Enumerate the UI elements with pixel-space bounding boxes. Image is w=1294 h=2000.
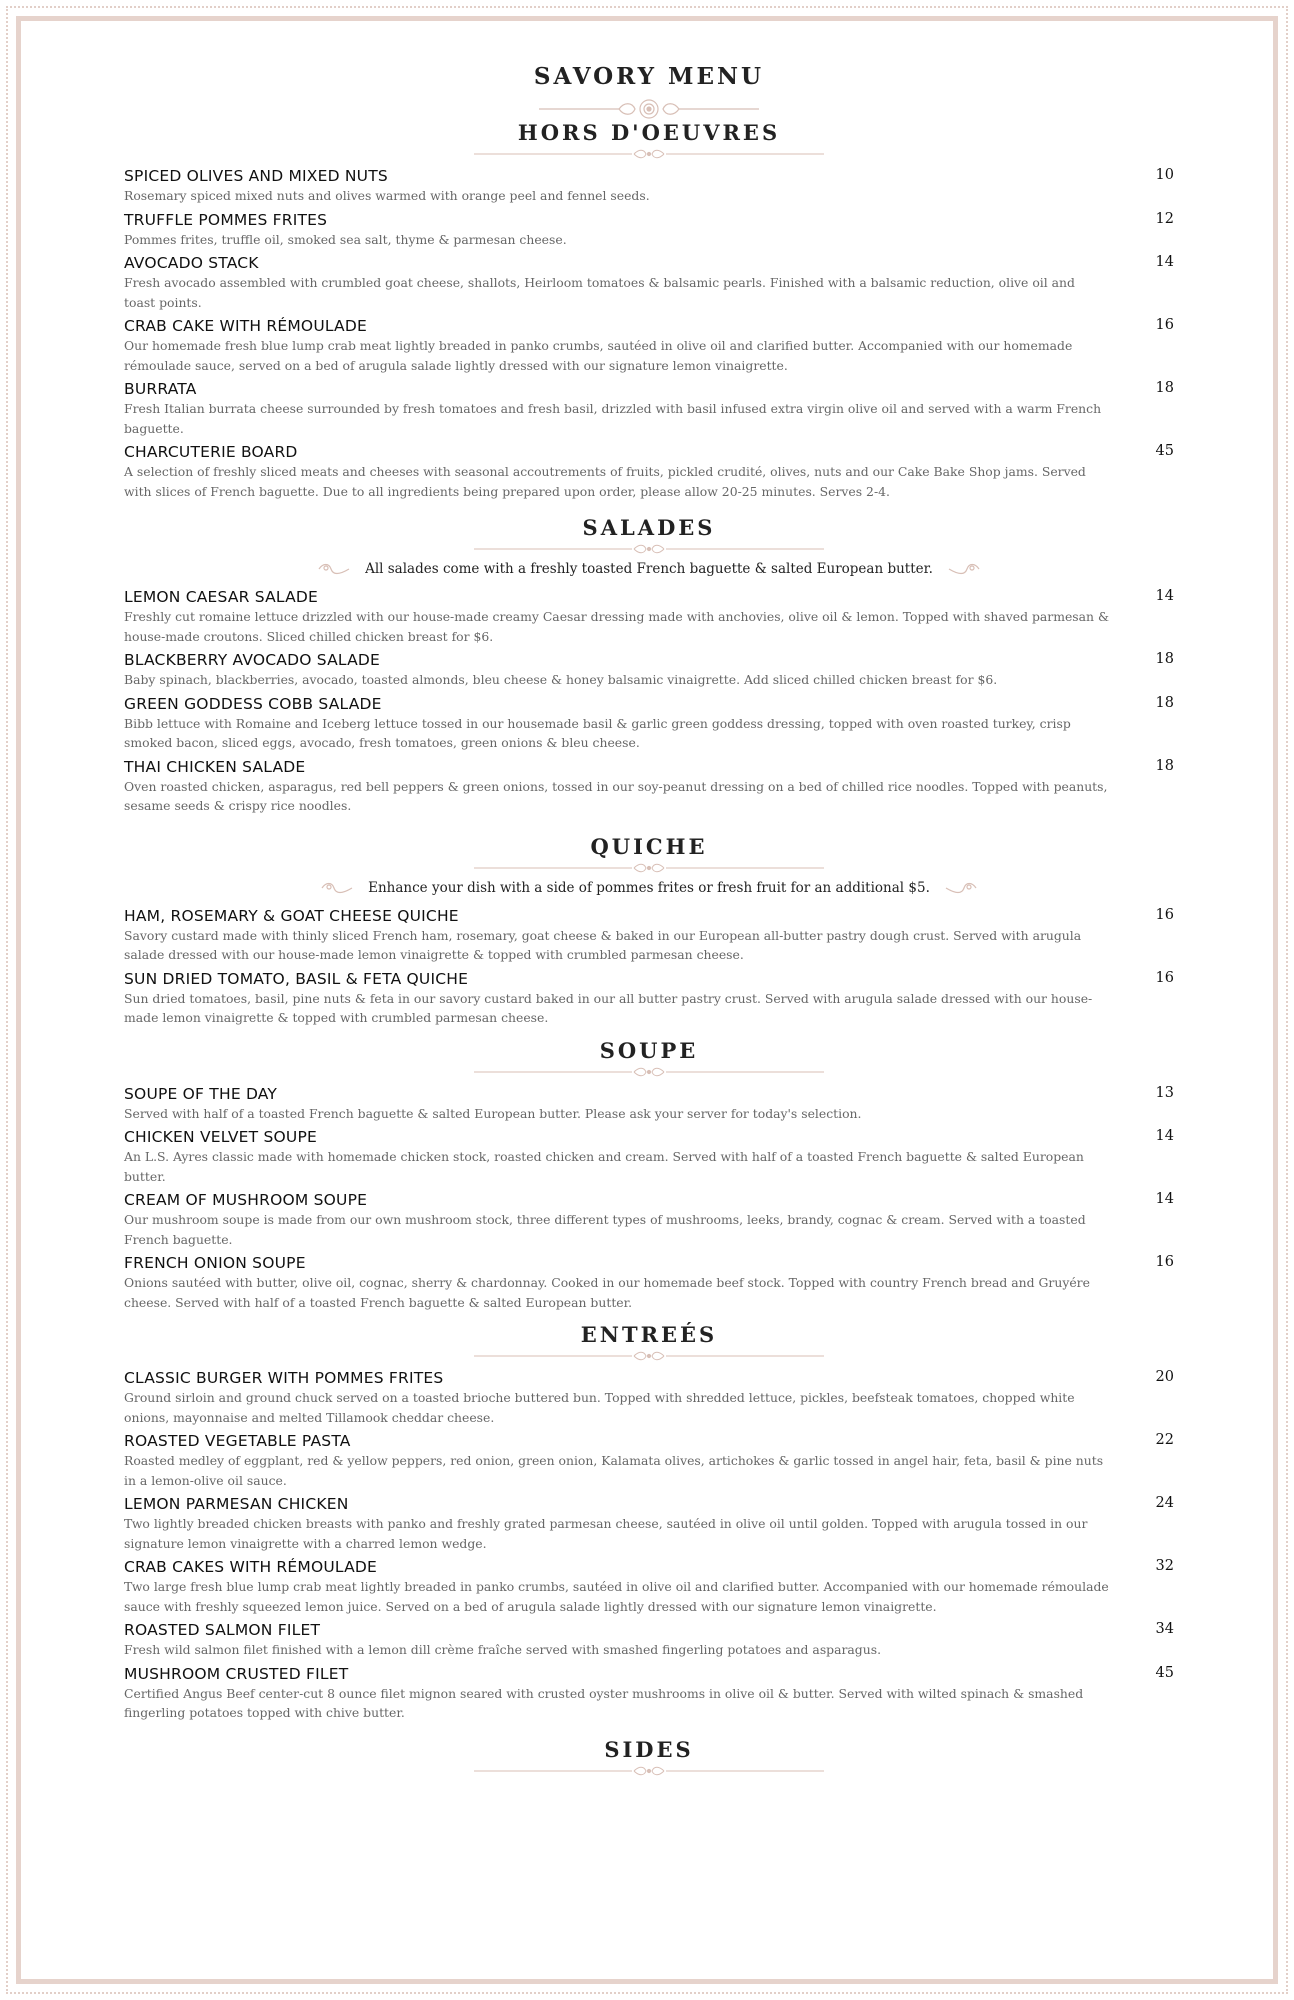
- menu-item-name: CLASSIC BURGER WITH POMMES FRITES: [124, 1369, 444, 1387]
- menu-item-price: 18: [1155, 694, 1174, 711]
- swirl-ornament-icon: [947, 563, 981, 575]
- menu-item-price: 45: [1155, 443, 1174, 459]
- menu-item-description: Our homemade fresh blue lump crab meat lightly breaded in panko crumbs, sautéed in olive oil and clarified butter. Accompanied with our homemade rémoulade sauce, served on a bed of arugula salade lightly dressed with our signature lemon vinaigrette.: [124, 338, 1073, 373]
- menu-item-price: 45: [1155, 1664, 1174, 1681]
- menu-item-description: Baby spinach, blackberries, avocado, toasted almonds, bleu cheese & honey balsamic vinaigrette. Add sliced chilled chicken breast for $6.: [124, 672, 998, 687]
- menu-item: [124, 442, 1174, 501]
- menu-item-price: 18: [1155, 380, 1174, 396]
- menu-item: [124, 1190, 1174, 1249]
- menu-item-description: Served with half of a toasted French baguette & salted European butter. Please ask your server for today's selection.: [124, 1105, 862, 1121]
- menu-item-name: AVOCADO STACK: [124, 254, 259, 272]
- menu-item: [124, 969, 1174, 1028]
- section-note: [124, 561, 1174, 577]
- menu-item-name: CRAB CAKES WITH RÉMOULADE: [124, 1558, 378, 1576]
- menu-item: [124, 1253, 1174, 1312]
- menu-item-name: ROASTED SALMON FILET: [124, 1621, 321, 1639]
- menu-sections: [124, 120, 1174, 1777]
- menu-item-description: Ground sirloin and ground chuck served on a toasted brioche buttered bun. Topped with shredded lettuce, pickles, beefsteak tomatoes, chopped white onions, mayonnaise and melted Tillamook cheddar cheese.: [124, 1390, 1075, 1425]
- menu-item-name: SUN DRIED TOMATO, BASIL & FETA QUICHE: [124, 969, 469, 988]
- menu-item-description: Roasted medley of eggplant, red & yellow peppers, red onion, green onion, Kalamata olives, artichokes & garlic tossed in angel hair, feta, basil & pine nuts in a lemon-olive oil sauce.: [124, 1453, 1104, 1488]
- section-title: SOUPE: [599, 1037, 699, 1063]
- section-note-text: Enhance your dish with a side of pommes frites or fresh fruit for an additional $5.: [368, 879, 930, 896]
- menu-page: [124, 62, 1174, 1783]
- menu-section: [124, 1322, 1174, 1723]
- section-title: QUICHE: [590, 833, 708, 859]
- menu-item: [124, 1431, 1174, 1490]
- menu-item-description: Bibb lettuce with Romaine and Iceberg lettuce tossed in our housemade basil & garlic green goddess dressing, topped with oven roasted turkey, crisp smoked bacon, sliced eggs, avocado, fresh tomatoes, green onions & bleu cheese.: [124, 715, 1071, 750]
- menu-item-name: CRAB CAKE WITH RÉMOULADE: [124, 317, 367, 335]
- menu-item-price: 14: [1155, 588, 1174, 604]
- menu-item-name: BURRATA: [124, 380, 197, 398]
- menu-item: [124, 316, 1174, 375]
- menu-item: [124, 587, 1174, 646]
- menu-item-description: Freshly cut romaine lettuce drizzled with our house-made creamy Caesar dressing made with anchovies, olive oil & lemon. Topped with shaved parmesan & house-made croutons. Sliced chilled chicken breast for $6.: [124, 609, 1109, 644]
- menu-item: [124, 1494, 1174, 1553]
- menu-item-name: CREAM OF MUSHROOM SOUPE: [124, 1191, 368, 1209]
- menu-item: [124, 1127, 1174, 1186]
- menu-item-price: 24: [1155, 1495, 1174, 1511]
- menu-item-name: FRENCH ONION SOUPE: [124, 1254, 306, 1272]
- menu-item-price: 16: [1155, 969, 1174, 986]
- menu-item-description: Certified Angus Beef center-cut 8 ounce filet mignon seared with crusted oyster mushrooms in olive oil & butter. Served with wilted spinach & smashed fingerling potatoes topped with chive butter.: [124, 1685, 1084, 1720]
- menu-item-name: CHICKEN VELVET SOUPE: [124, 1128, 317, 1146]
- section-divider-icon: [474, 1765, 824, 1777]
- menu-item-description: Two lightly breaded chicken breasts with panko and freshly grated parmesan cheese, sautéed in olive oil until golden. Topped with arugula tossed in our signature lemon vinaigrette with a charred lemon wedge.: [124, 1516, 1088, 1551]
- menu-item-price: 16: [1155, 317, 1174, 333]
- menu-item: [124, 650, 1174, 690]
- menu-item-description: Onions sautéed with butter, olive oil, cognac, sherry & chardonnay. Cooked in our homemade beef stock. Topped with country French bread and Gruyére cheese. Served with half of a toasted French baguette & salted European butter.: [124, 1275, 1090, 1310]
- menu-item: [124, 210, 1174, 250]
- menu-item-name: ROASTED VEGETABLE PASTA: [124, 1432, 351, 1450]
- menu-item-name: GREEN GODDESS COBB SALADE: [124, 694, 382, 713]
- menu-item-price: 18: [1155, 651, 1174, 667]
- menu-item-description: Oven roasted chicken, asparagus, red bell peppers & green onions, tossed in our soy-peanut dressing on a bed of chilled rice noodles. Topped with peanuts, sesame seeds & crispy rice noodles.: [124, 778, 1108, 813]
- section-divider-icon: [474, 1350, 824, 1362]
- menu-item: [124, 757, 1174, 816]
- menu-item: [124, 1368, 1174, 1427]
- section-divider-icon: [474, 543, 824, 555]
- menu-item-name: LEMON CAESAR SALADE: [124, 588, 319, 606]
- menu-item: [124, 694, 1174, 753]
- menu-section: [124, 1737, 1174, 1777]
- menu-item: [124, 379, 1174, 438]
- menu-item: [124, 1557, 1174, 1616]
- section-title: SIDES: [604, 1736, 694, 1762]
- section-title: HORS D'OEUVRES: [517, 120, 781, 145]
- menu-item-price: 22: [1155, 1432, 1174, 1448]
- menu-item-price: 14: [1155, 254, 1174, 270]
- menu-item-description: Pommes frites, truffle oil, smoked sea salt, thyme & parmesan cheese.: [124, 231, 567, 247]
- menu-item-name: SOUPE OF THE DAY: [124, 1084, 278, 1103]
- menu-item-price: 20: [1155, 1369, 1174, 1385]
- section-note: [124, 880, 1174, 896]
- menu-item-description: Fresh wild salmon filet finished with a lemon dill crème fraîche served with smashed fingerling potatoes and asparagus.: [124, 1642, 882, 1657]
- menu-item-price: 14: [1155, 1128, 1174, 1144]
- menu-item-price: 18: [1155, 757, 1174, 774]
- menu-section: [124, 1038, 1174, 1313]
- section-title: SALADES: [582, 515, 716, 540]
- menu-section: [124, 515, 1174, 816]
- menu-item-description: Sun dried tomatoes, basil, pine nuts & feta in our savory custard baked in our all butter pastry crust. Served with arugula salade dressed with our house-made lemon vinaigrette & topped with crumbled parmesan cheese.: [124, 990, 1093, 1025]
- menu-item-name: MUSHROOM CRUSTED FILET: [124, 1664, 349, 1683]
- menu-item: [124, 1620, 1174, 1660]
- menu-item-description: Rosemary spiced mixed nuts and olives warmed with orange peel and fennel seeds.: [124, 188, 650, 203]
- menu-item-name: TRUFFLE POMMES FRITES: [124, 210, 328, 229]
- menu-item: [124, 1084, 1174, 1124]
- menu-item-price: 16: [1155, 1254, 1174, 1270]
- menu-items-list: [124, 587, 1174, 816]
- section-divider-icon: [474, 862, 824, 874]
- menu-section: [124, 834, 1174, 1028]
- section-title: ENTREÉS: [580, 1322, 718, 1347]
- menu-item-price: 14: [1155, 1191, 1174, 1207]
- menu-items-list: [124, 1084, 1174, 1313]
- menu-item-name: CHARCUTERIE BOARD: [124, 443, 298, 461]
- section-divider-icon: [474, 148, 824, 160]
- flourish-ornament-icon: [529, 98, 769, 120]
- menu-item: [124, 166, 1174, 206]
- menu-item-price: 10: [1155, 167, 1174, 183]
- swirl-ornament-icon: [317, 563, 351, 575]
- section-note-text: All salades come with a freshly toasted French baguette & salted European butter.: [365, 561, 933, 577]
- menu-item-price: 16: [1155, 906, 1174, 923]
- menu-items-list: [124, 906, 1174, 1028]
- menu-item-description: An L.S. Ayres classic made with homemade chicken stock, roasted chicken and cream. Served with half of a toasted French baguette & salted European butter.: [124, 1149, 1084, 1184]
- menu-item: [124, 253, 1174, 312]
- section-divider-icon: [474, 1066, 824, 1078]
- menu-item: [124, 906, 1174, 965]
- menu-item-description: Two large fresh blue lump crab meat lightly breaded in panko crumbs, sautéed in olive oil and clarified butter. Accompanied with our homemade rémoulade sauce with freshly squeezed lemon juice. Served on a bed of arugula salade lightly dressed with our signature lemon vinaigrette.: [124, 1579, 1109, 1614]
- menu-item-price: 34: [1155, 1621, 1174, 1637]
- menu-item-name: BLACKBERRY AVOCADO SALADE: [124, 651, 380, 669]
- menu-item-price: 32: [1155, 1558, 1174, 1574]
- swirl-ornament-icon: [320, 882, 354, 894]
- menu-items-list: [124, 166, 1174, 501]
- menu-item-name: SPICED OLIVES AND MIXED NUTS: [124, 167, 388, 185]
- menu-item-price: 12: [1155, 210, 1174, 227]
- menu-item-description: Fresh Italian burrata cheese surrounded by fresh tomatoes and fresh basil, drizzled with basil infused extra virgin olive oil and served with a warm French baguette.: [124, 401, 1102, 436]
- menu-items-list: [124, 1368, 1174, 1723]
- menu-item-name: LEMON PARMESAN CHICKEN: [124, 1495, 349, 1513]
- menu-section: [124, 120, 1174, 501]
- menu-item-name: HAM, ROSEMARY & GOAT CHEESE QUICHE: [124, 906, 459, 925]
- menu-item-description: Our mushroom soupe is made from our own mushroom stock, three different types of mushrooms, leeks, brandy, cognac & cream. Served with a toasted French baguette.: [124, 1212, 1086, 1247]
- menu-title: SAVORY MENU: [533, 63, 765, 90]
- menu-item: [124, 1664, 1174, 1723]
- menu-item-description: Fresh avocado assembled with crumbled goat cheese, shallots, Heirloom tomatoes & balsamic pearls. Finished with a balsamic reduction, olive oil and toast points.: [124, 275, 1075, 310]
- menu-item-name: THAI CHICKEN SALADE: [124, 757, 306, 776]
- menu-item-price: 13: [1155, 1084, 1174, 1101]
- swirl-ornament-icon: [944, 882, 978, 894]
- menu-item-description: A selection of freshly sliced meats and cheeses with seasonal accoutrements of fruits, pickled crudité, olives, nuts and our Cake Bake Shop jams. Served with slices of French baguette. Due to all ingredients being prepared upon order, please allow 20-25 minutes. Serves 2-4.: [124, 464, 1086, 499]
- menu-item-description: Savory custard made with thinly sliced French ham, rosemary, goat cheese & baked in our European all-butter pastry dough crust. Served with arugula salade dressed with our house-made lemon vinaigrette & topped with crumbled parmesan cheese.: [124, 927, 1082, 962]
